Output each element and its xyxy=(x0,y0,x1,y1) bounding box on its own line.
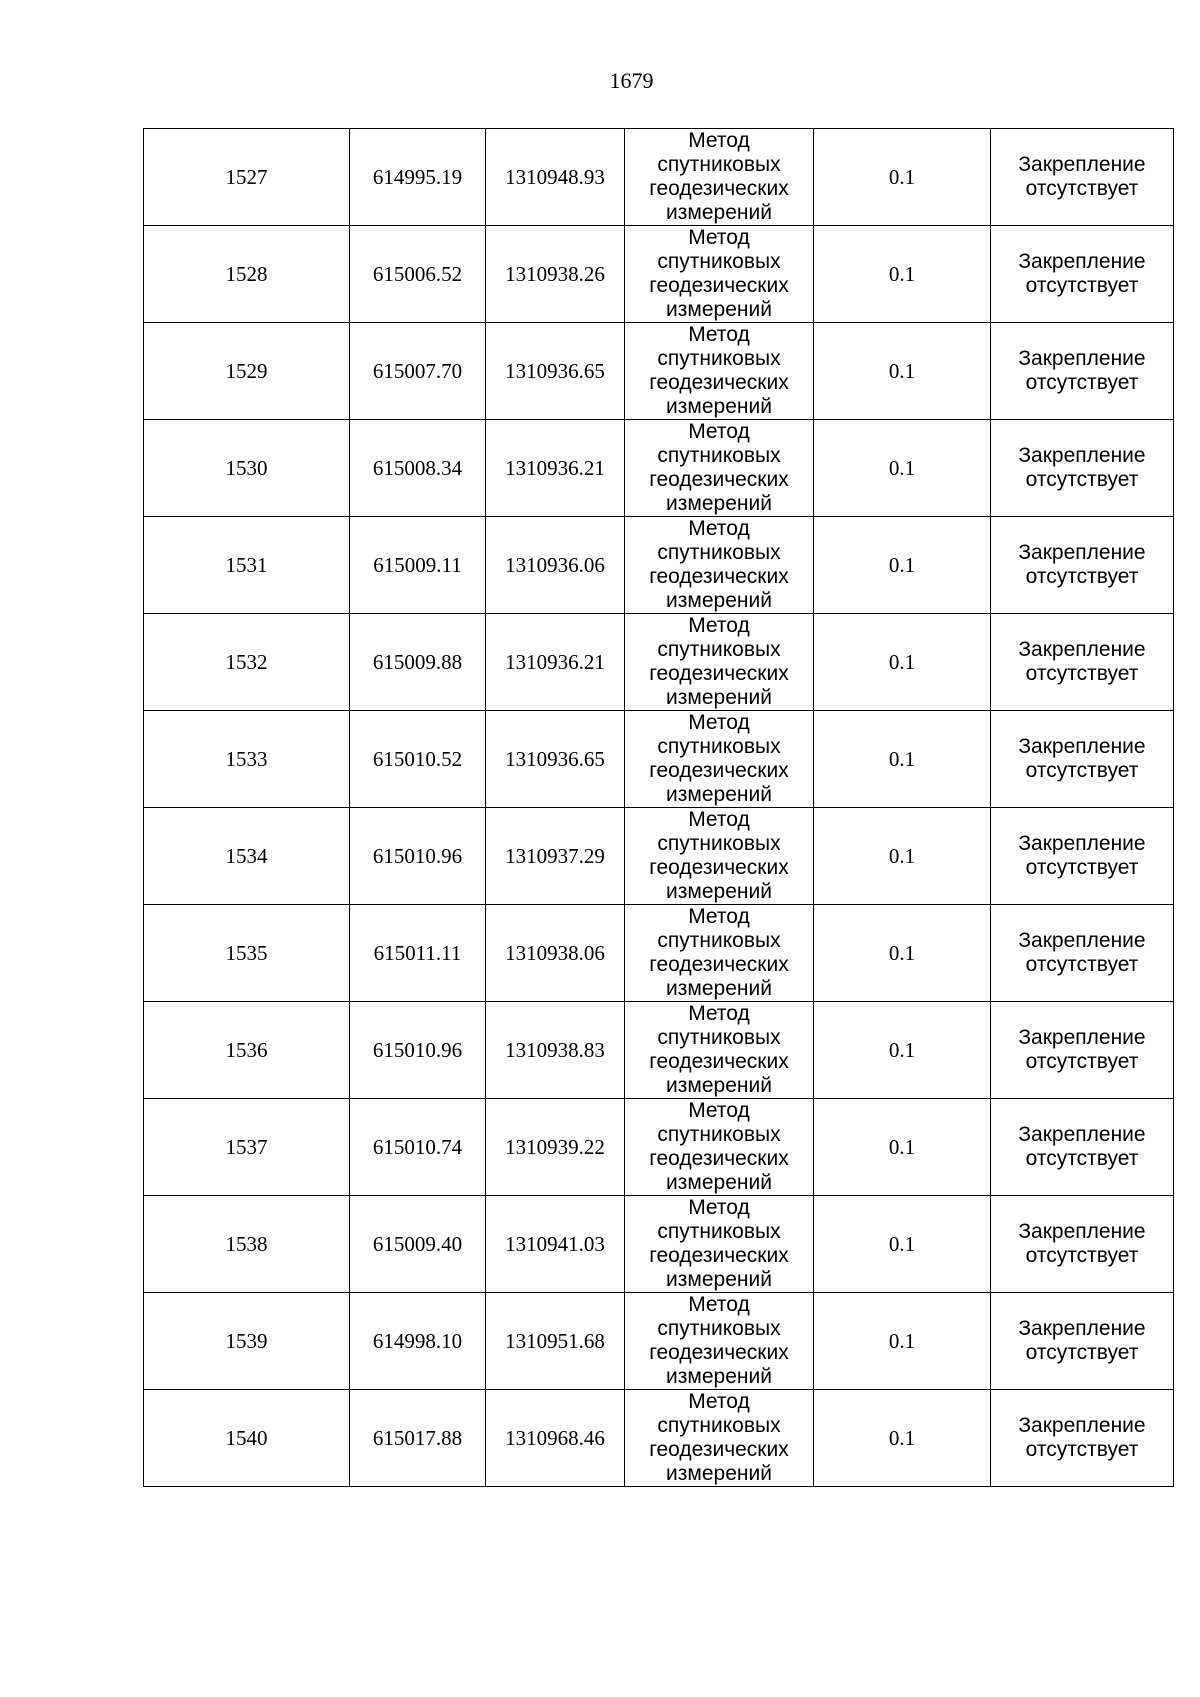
method-cell xyxy=(625,1293,814,1390)
accuracy-cell: 0.1 xyxy=(814,1099,991,1196)
fixing-text-line: Закрепление xyxy=(1018,1026,1146,1049)
method-text-line: спутниковых xyxy=(657,1026,781,1049)
method-text-line: измерений xyxy=(666,977,772,1000)
fixing-cell xyxy=(991,420,1174,517)
table-row xyxy=(144,711,1174,808)
method-text-line: измерений xyxy=(666,298,772,321)
fixing-cell xyxy=(991,614,1174,711)
point-number-cell: 1534 xyxy=(144,808,350,905)
method-text-line: измерений xyxy=(666,1268,772,1291)
point-number-cell: 1530 xyxy=(144,420,350,517)
fixing-text-line: отсутствует xyxy=(1025,468,1139,491)
method-text-line: измерений xyxy=(666,783,772,806)
coordinates-table-body xyxy=(144,129,1174,1487)
table-row xyxy=(144,905,1174,1002)
y-coordinate-cell: 1310936.65 xyxy=(486,711,625,808)
fixing-cell xyxy=(991,1002,1174,1099)
point-number-cell: 1528 xyxy=(144,226,350,323)
table-row xyxy=(144,1293,1174,1390)
method-text-line: Метод xyxy=(688,905,750,928)
x-coordinate-cell: 615009.40 xyxy=(350,1196,486,1293)
method-cell xyxy=(625,226,814,323)
y-coordinate-cell: 1310936.06 xyxy=(486,517,625,614)
fixing-text-line: Закрепление xyxy=(1018,638,1146,661)
table-row xyxy=(144,420,1174,517)
method-cell xyxy=(625,323,814,420)
point-number-cell: 1540 xyxy=(144,1390,350,1487)
method-text-line: спутниковых xyxy=(657,444,781,467)
accuracy-cell: 0.1 xyxy=(814,1196,991,1293)
method-text-line: геодезических xyxy=(649,1341,789,1364)
method-text-line: геодезических xyxy=(649,1147,789,1170)
accuracy-cell: 0.1 xyxy=(814,1293,991,1390)
fixing-cell xyxy=(991,129,1174,226)
table-row xyxy=(144,1390,1174,1487)
y-coordinate-cell: 1310938.83 xyxy=(486,1002,625,1099)
fixing-cell xyxy=(991,517,1174,614)
fixing-text-line: отсутствует xyxy=(1025,371,1139,394)
method-text-line: измерений xyxy=(666,880,772,903)
point-number-cell: 1536 xyxy=(144,1002,350,1099)
method-text-line: Метод xyxy=(688,1196,750,1219)
method-text-line: Метод xyxy=(688,226,750,249)
fixing-text-line: Закрепление xyxy=(1018,153,1146,176)
fixing-text-line: отсутствует xyxy=(1025,856,1139,879)
method-cell xyxy=(625,1002,814,1099)
method-text-line: геодезических xyxy=(649,1244,789,1267)
fixing-text-line: Закрепление xyxy=(1018,735,1146,758)
fixing-text-line: отсутствует xyxy=(1025,565,1139,588)
y-coordinate-cell: 1310936.21 xyxy=(486,420,625,517)
point-number-cell: 1529 xyxy=(144,323,350,420)
x-coordinate-cell: 615010.74 xyxy=(350,1099,486,1196)
method-text-line: спутниковых xyxy=(657,541,781,564)
accuracy-cell: 0.1 xyxy=(814,808,991,905)
fixing-text-line: отсутствует xyxy=(1025,177,1139,200)
accuracy-cell: 0.1 xyxy=(814,129,991,226)
fixing-cell xyxy=(991,323,1174,420)
y-coordinate-cell: 1310938.06 xyxy=(486,905,625,1002)
method-text-line: Метод xyxy=(688,517,750,540)
accuracy-cell: 0.1 xyxy=(814,614,991,711)
accuracy-cell: 0.1 xyxy=(814,517,991,614)
x-coordinate-cell: 614998.10 xyxy=(350,1293,486,1390)
fixing-text-line: Закрепление xyxy=(1018,1123,1146,1146)
method-text-line: Метод xyxy=(688,711,750,734)
table-row xyxy=(144,1002,1174,1099)
fixing-cell xyxy=(991,808,1174,905)
method-text-line: Метод xyxy=(688,323,750,346)
x-coordinate-cell: 615010.96 xyxy=(350,1002,486,1099)
method-text-line: измерений xyxy=(666,1171,772,1194)
fixing-cell xyxy=(991,1099,1174,1196)
method-text-line: Метод xyxy=(688,1002,750,1025)
method-text-line: геодезических xyxy=(649,1050,789,1073)
method-text-line: геодезических xyxy=(649,662,789,685)
fixing-cell xyxy=(991,1196,1174,1293)
x-coordinate-cell: 615010.96 xyxy=(350,808,486,905)
fixing-cell xyxy=(991,226,1174,323)
y-coordinate-cell: 1310948.93 xyxy=(486,129,625,226)
fixing-text-line: отсутствует xyxy=(1025,1147,1139,1170)
method-text-line: измерений xyxy=(666,1365,772,1388)
method-text-line: Метод xyxy=(688,420,750,443)
method-text-line: геодезических xyxy=(649,177,789,200)
method-text-line: спутниковых xyxy=(657,1123,781,1146)
method-text-line: Метод xyxy=(688,1293,750,1316)
x-coordinate-cell: 615010.52 xyxy=(350,711,486,808)
y-coordinate-cell: 1310941.03 xyxy=(486,1196,625,1293)
point-number-cell: 1533 xyxy=(144,711,350,808)
y-coordinate-cell: 1310968.46 xyxy=(486,1390,625,1487)
method-text-line: Метод xyxy=(688,808,750,831)
method-cell xyxy=(625,420,814,517)
fixing-text-line: Закрепление xyxy=(1018,250,1146,273)
y-coordinate-cell: 1310951.68 xyxy=(486,1293,625,1390)
accuracy-cell: 0.1 xyxy=(814,226,991,323)
fixing-text-line: Закрепление xyxy=(1018,347,1146,370)
fixing-text-line: Закрепление xyxy=(1018,541,1146,564)
coordinates-table xyxy=(143,128,1174,1487)
accuracy-cell: 0.1 xyxy=(814,1390,991,1487)
x-coordinate-cell: 615017.88 xyxy=(350,1390,486,1487)
method-text-line: Метод xyxy=(688,129,750,152)
point-number-cell: 1537 xyxy=(144,1099,350,1196)
x-coordinate-cell: 615006.52 xyxy=(350,226,486,323)
fixing-text-line: Закрепление xyxy=(1018,929,1146,952)
method-cell xyxy=(625,517,814,614)
method-cell xyxy=(625,1099,814,1196)
method-text-line: спутниковых xyxy=(657,250,781,273)
method-text-line: спутниковых xyxy=(657,1317,781,1340)
method-text-line: спутниковых xyxy=(657,735,781,758)
method-cell xyxy=(625,1196,814,1293)
y-coordinate-cell: 1310939.22 xyxy=(486,1099,625,1196)
method-text-line: геодезических xyxy=(649,468,789,491)
fixing-cell xyxy=(991,1390,1174,1487)
y-coordinate-cell: 1310936.65 xyxy=(486,323,625,420)
point-number-cell: 1539 xyxy=(144,1293,350,1390)
table-row xyxy=(144,226,1174,323)
method-cell xyxy=(625,129,814,226)
accuracy-cell: 0.1 xyxy=(814,1002,991,1099)
fixing-text-line: отсутствует xyxy=(1025,1438,1139,1461)
fixing-text-line: отсутствует xyxy=(1025,953,1139,976)
method-text-line: спутниковых xyxy=(657,153,781,176)
fixing-text-line: отсутствует xyxy=(1025,662,1139,685)
method-text-line: геодезических xyxy=(649,856,789,879)
method-text-line: спутниковых xyxy=(657,638,781,661)
method-text-line: геодезических xyxy=(649,953,789,976)
table-row xyxy=(144,808,1174,905)
table-row xyxy=(144,323,1174,420)
method-text-line: измерений xyxy=(666,589,772,612)
fixing-text-line: Закрепление xyxy=(1018,1414,1146,1437)
method-cell xyxy=(625,614,814,711)
accuracy-cell: 0.1 xyxy=(814,711,991,808)
method-text-line: спутниковых xyxy=(657,929,781,952)
fixing-cell xyxy=(991,1293,1174,1390)
method-text-line: геодезических xyxy=(649,274,789,297)
method-text-line: геодезических xyxy=(649,565,789,588)
y-coordinate-cell: 1310936.21 xyxy=(486,614,625,711)
table-row xyxy=(144,517,1174,614)
point-number-cell: 1535 xyxy=(144,905,350,1002)
method-text-line: спутниковых xyxy=(657,1414,781,1437)
point-number-cell: 1532 xyxy=(144,614,350,711)
x-coordinate-cell: 614995.19 xyxy=(350,129,486,226)
page-number: 1679 xyxy=(609,68,654,93)
method-text-line: Метод xyxy=(688,614,750,637)
method-text-line: измерений xyxy=(666,492,772,515)
fixing-text-line: отсутствует xyxy=(1025,1050,1139,1073)
fixing-text-line: Закрепление xyxy=(1018,1220,1146,1243)
method-text-line: спутниковых xyxy=(657,1220,781,1243)
method-cell xyxy=(625,1390,814,1487)
accuracy-cell: 0.1 xyxy=(814,323,991,420)
y-coordinate-cell: 1310937.29 xyxy=(486,808,625,905)
method-text-line: спутниковых xyxy=(657,832,781,855)
table-row xyxy=(144,614,1174,711)
table-row xyxy=(144,1099,1174,1196)
method-text-line: Метод xyxy=(688,1390,750,1413)
method-cell xyxy=(625,711,814,808)
method-text-line: геодезических xyxy=(649,371,789,394)
table-row xyxy=(144,129,1174,226)
method-text-line: измерений xyxy=(666,395,772,418)
method-text-line: измерений xyxy=(666,686,772,709)
method-text-line: измерений xyxy=(666,1074,772,1097)
fixing-text-line: Закрепление xyxy=(1018,832,1146,855)
fixing-text-line: отсутствует xyxy=(1025,274,1139,297)
x-coordinate-cell: 615011.11 xyxy=(350,905,486,1002)
x-coordinate-cell: 615009.11 xyxy=(350,517,486,614)
accuracy-cell: 0.1 xyxy=(814,905,991,1002)
table-row xyxy=(144,1196,1174,1293)
fixing-text-line: отсутствует xyxy=(1025,759,1139,782)
fixing-cell xyxy=(991,905,1174,1002)
method-cell xyxy=(625,905,814,1002)
method-text-line: измерений xyxy=(666,1462,772,1485)
method-text-line: измерений xyxy=(666,201,772,224)
y-coordinate-cell: 1310938.26 xyxy=(486,226,625,323)
x-coordinate-cell: 615007.70 xyxy=(350,323,486,420)
x-coordinate-cell: 615008.34 xyxy=(350,420,486,517)
accuracy-cell: 0.1 xyxy=(814,420,991,517)
method-text-line: геодезических xyxy=(649,1438,789,1461)
fixing-text-line: отсутствует xyxy=(1025,1341,1139,1364)
point-number-cell: 1527 xyxy=(144,129,350,226)
point-number-cell: 1538 xyxy=(144,1196,350,1293)
fixing-text-line: Закрепление xyxy=(1018,444,1146,467)
method-text-line: геодезических xyxy=(649,759,789,782)
fixing-text-line: Закрепление xyxy=(1018,1317,1146,1340)
method-cell xyxy=(625,808,814,905)
point-number-cell: 1531 xyxy=(144,517,350,614)
fixing-text-line: отсутствует xyxy=(1025,1244,1139,1267)
method-text-line: Метод xyxy=(688,1099,750,1122)
x-coordinate-cell: 615009.88 xyxy=(350,614,486,711)
method-text-line: спутниковых xyxy=(657,347,781,370)
fixing-cell xyxy=(991,711,1174,808)
